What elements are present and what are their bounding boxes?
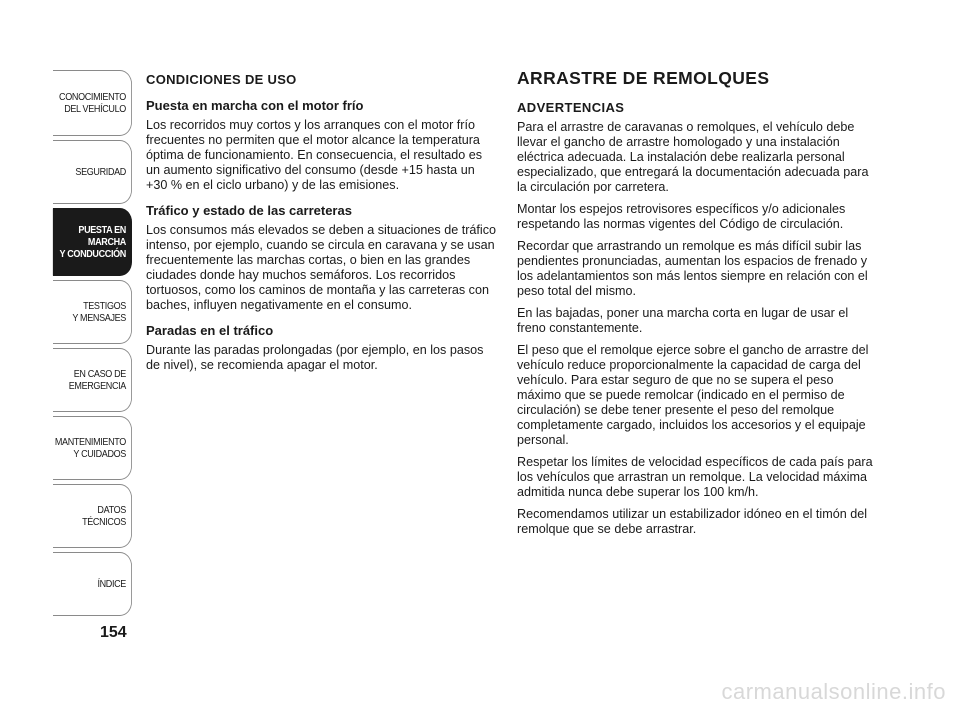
tab-label-line: PUESTA EN bbox=[78, 224, 126, 236]
tab-indice[interactable] bbox=[53, 552, 132, 616]
subsection-title-cold-start: Puesta en marcha con el motor frío bbox=[146, 98, 364, 113]
tab-label-line: EN CASO DE bbox=[73, 368, 126, 380]
section-title: CONDICIONES DE USO bbox=[146, 72, 297, 87]
tab-label-line: EMERGENCIA bbox=[68, 380, 126, 392]
subsection-title-traffic: Tráfico y estado de las carreteras bbox=[146, 203, 352, 218]
tab-testigos-y-mensajes[interactable] bbox=[53, 280, 132, 344]
tab-datos-tecnicos[interactable] bbox=[53, 484, 132, 548]
tab-label-line: CONOCIMIENTO bbox=[59, 91, 126, 103]
tab-seguridad[interactable] bbox=[53, 140, 132, 204]
paragraph: Recordar que arrastrando un remolque es más difícil subir las pendientes pronunciadas, aumentan los espacios de frenado y los adelantamientos son más lentos siempre en relación con el peso total del mismo. bbox=[517, 239, 868, 298]
paragraph: Respetar los límites de velocidad específicos de cada país para los vehículos que arrastran un remolque. La velocidad máxima admitida nunca debe superar los 100 km/h. bbox=[517, 455, 873, 499]
left-column bbox=[146, 72, 498, 380]
tab-label-line: MANTENIMIENTO bbox=[54, 436, 126, 448]
tab-en-caso-de-emergencia[interactable] bbox=[53, 348, 132, 412]
tab-label-line: ÍNDICE bbox=[97, 578, 126, 590]
paragraph: Para el arrastre de caravanas o remolques, el vehículo debe llevar el gancho de arrastre homologado y una instalación eléctrica adecuada. La instalación debe realizarla personal especializado, que entregará la documentación adecuada para la circulación por carretera. bbox=[517, 120, 869, 194]
paragraph: Recomendamos utilizar un estabilizador idóneo en el timón del remolque que se debe arrastrar. bbox=[517, 507, 868, 536]
subsection-title-stops: Paradas en el tráfico bbox=[146, 323, 274, 338]
tab-label-line: TESTIGOS bbox=[83, 300, 126, 312]
tab-label-line: Y MENSAJES bbox=[72, 312, 126, 324]
tab-label-line: DEL VEHÍCULO bbox=[64, 103, 126, 115]
tab-label-line: Y CONDUCCIÓN bbox=[59, 248, 126, 260]
tab-label-line: DATOS bbox=[97, 504, 126, 516]
tab-label-line: Y CUIDADOS bbox=[73, 448, 126, 460]
watermark: carmanualsonline.info bbox=[721, 679, 946, 704]
paragraph: El peso que el remolque ejerce sobre el gancho de arrastre del vehículo reduce proporcionalmente la capacidad de carga del vehículo. Para estar seguro de que no se supera el peso máximo que se puede remolcar (indicado en el permiso de circulación) se debe tener presente el peso del remolque completamente cargado, incluidos los accesorios y el equipaje personal. bbox=[517, 343, 869, 447]
tab-mantenimiento-y-cuidados[interactable] bbox=[53, 416, 132, 480]
paragraph: En las bajadas, poner una marcha corta en lugar de usar el freno constantemente. bbox=[517, 306, 849, 335]
paragraph: Montar los espejos retrovisores específicos y/o adicionales respetando las normas vigentes del Código de circulación. bbox=[517, 202, 846, 231]
warnings-title: ADVERTENCIAS bbox=[517, 100, 625, 115]
tab-label-line: TÉCNICOS bbox=[82, 516, 126, 528]
tab-label-line: MARCHA bbox=[87, 236, 126, 248]
main-title: ARRASTRE DE REMOLQUES bbox=[517, 68, 770, 88]
paragraph-traffic: Los consumos más elevados se deben a situaciones de tráfico intenso, por ejemplo, cuando se circula en caravana y se usan frecuentemente las marchas cortas, o bien en las grandes ciudades donde hay muchos semáforos. Los recorridos tortuosos, como los caminos de montaña y las carreteras con baches, influyen negativamente en el consumo. bbox=[146, 223, 497, 312]
page-number: 154 bbox=[100, 624, 127, 641]
paragraph-stops: Durante las paradas prolongadas (por ejemplo, en los pasos de nivel), se recomienda apagar el motor. bbox=[146, 343, 484, 372]
right-column bbox=[517, 68, 873, 544]
paragraph-cold-start: Los recorridos muy cortos y los arranques con el motor frío frecuentes no permiten que el motor alcance la temperatura óptima de funcionamiento. En consecuencia, el resultado es un aumento significativo del consumo (desde +15 hasta un +30 % en el ciclo urbano) y de las emisiones. bbox=[146, 118, 483, 192]
tab-puesta-en-marcha[interactable] bbox=[53, 208, 132, 276]
tab-conocimiento-del-vehiculo[interactable] bbox=[53, 70, 132, 136]
tab-label-line: SEGURIDAD bbox=[75, 166, 126, 178]
